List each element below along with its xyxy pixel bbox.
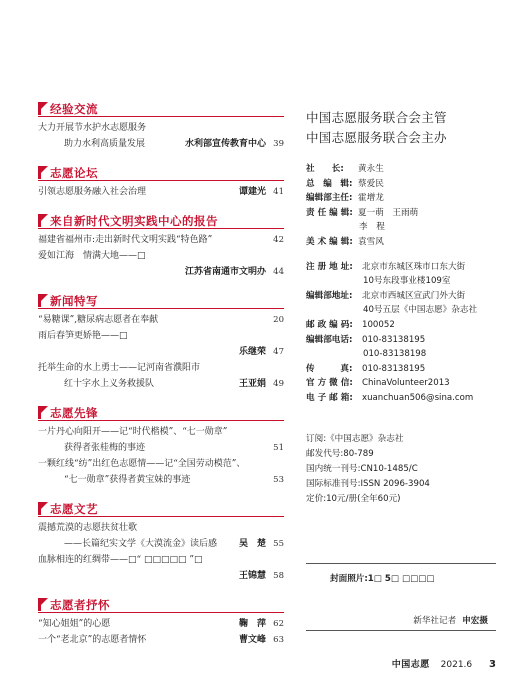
section-rule bbox=[38, 612, 284, 613]
entry-page: 41 bbox=[273, 187, 284, 197]
toc-entry[interactable] bbox=[38, 328, 284, 344]
section-header bbox=[38, 292, 284, 310]
entry-page: 42 bbox=[273, 235, 284, 245]
organizer-block bbox=[306, 108, 496, 148]
staff-value: 黄永生 bbox=[358, 164, 384, 174]
publication-info bbox=[306, 432, 496, 507]
info-row bbox=[306, 303, 496, 318]
staff-value: 夏一萌 王雨萌 bbox=[358, 207, 419, 218]
entry-title: 获得者张桂梅的事迹 bbox=[64, 443, 146, 453]
toc-entry[interactable] bbox=[38, 312, 284, 328]
entry-page: 63 bbox=[273, 635, 284, 645]
section-title: 志愿者抒怀 bbox=[50, 598, 110, 612]
info-value: 010-83138195 bbox=[362, 334, 426, 345]
info-value: ChinaVolunteer2013 bbox=[362, 378, 450, 389]
publication-line: 订阅:《中国志愿》杂志社 bbox=[306, 433, 404, 444]
staff-value: 霍增龙 bbox=[358, 193, 384, 204]
info-row bbox=[306, 318, 496, 333]
toc-entry[interactable] bbox=[38, 520, 284, 536]
staff-value: 袁雪风 bbox=[358, 236, 384, 247]
entry-title: 引领志愿服务融入社会治理 bbox=[38, 187, 147, 197]
issue-date: 2021.6 bbox=[440, 660, 473, 670]
toc-section bbox=[38, 164, 284, 200]
table-of-contents bbox=[38, 100, 284, 648]
section-flag-icon bbox=[41, 598, 48, 605]
entry-page: 39 bbox=[273, 139, 284, 149]
staff-label: 社 长: bbox=[306, 164, 344, 174]
entry-title: 雨后春笋更娇艳——□ bbox=[38, 331, 128, 341]
sponsor-line: 中国志愿服务联合会主办 bbox=[306, 130, 447, 145]
section-header bbox=[38, 500, 284, 518]
info-label: 编辑部地址: bbox=[306, 290, 353, 301]
publication-line: 国际标准刊号:ISSN 2096-3904 bbox=[306, 478, 430, 489]
entry-page: 51 bbox=[273, 443, 284, 453]
toc-entry[interactable] bbox=[38, 264, 284, 280]
staff-row bbox=[306, 162, 496, 177]
section-header bbox=[38, 164, 284, 182]
entry-title: 大力开展节水护水志愿服务 bbox=[38, 123, 147, 133]
entry-title: “知心姐姐”的心愿 bbox=[38, 619, 111, 629]
toc-entry[interactable] bbox=[38, 440, 284, 456]
cover-caption bbox=[306, 563, 496, 631]
toc-entry[interactable] bbox=[38, 568, 284, 584]
info-value: 10号东段事业楼109室 bbox=[363, 276, 451, 287]
info-value: xuanchuan506@sina.com bbox=[362, 392, 474, 403]
toc-entry[interactable] bbox=[38, 248, 284, 264]
section-flag-icon bbox=[41, 406, 48, 413]
entry-title: 托举生命的水上勇士——记河南省濮阳市 bbox=[38, 363, 201, 373]
info-label: 电 子 邮 箱: bbox=[306, 392, 353, 403]
entry-title: 震撼荒漠的志愿扶贫壮歌 bbox=[38, 523, 138, 533]
section-header bbox=[38, 404, 284, 422]
toc-entry[interactable] bbox=[38, 552, 284, 568]
entry-title: ——长篇纪实文学《大漠流金》读后感 bbox=[64, 539, 218, 549]
toc-section bbox=[38, 596, 284, 648]
staff-row bbox=[306, 177, 496, 192]
entry-author: 水利部宣传教育中心 bbox=[184, 139, 266, 149]
info-row bbox=[306, 362, 496, 377]
entry-title: 爱如江海 情满大地——□ bbox=[38, 251, 146, 261]
toc-section bbox=[38, 212, 284, 280]
toc-entry[interactable] bbox=[38, 456, 284, 472]
info-label: 注 册 地 址: bbox=[306, 261, 353, 272]
entry-page: 58 bbox=[273, 571, 284, 581]
staff-value: 蔡爱民 bbox=[358, 178, 384, 189]
info-row bbox=[306, 376, 496, 391]
section-header bbox=[38, 100, 284, 118]
info-row bbox=[306, 260, 496, 275]
entry-page: 20 bbox=[273, 315, 284, 325]
toc-entry[interactable] bbox=[38, 536, 284, 552]
toc-entry[interactable] bbox=[38, 360, 284, 376]
section-flag-icon bbox=[41, 502, 48, 509]
info-label: 官 方 微 信: bbox=[306, 378, 353, 389]
entry-author: 吴 楚 bbox=[238, 539, 266, 549]
entry-page: 55 bbox=[273, 539, 284, 549]
info-label: 传 真: bbox=[306, 363, 353, 374]
toc-entry[interactable] bbox=[38, 632, 284, 648]
info-row bbox=[306, 391, 496, 406]
section-rule bbox=[38, 180, 284, 181]
staff-value: 李 程 bbox=[359, 222, 385, 233]
section-rule bbox=[38, 420, 284, 421]
toc-entry[interactable] bbox=[38, 232, 284, 248]
info-row bbox=[306, 347, 496, 362]
cover-credit bbox=[413, 614, 488, 626]
entry-author: 鞠 萍 bbox=[238, 619, 266, 629]
info-value: 010-83138195 bbox=[362, 363, 426, 374]
info-value: 北京市东城区珠市口东大街 bbox=[362, 261, 466, 272]
entry-page: 44 bbox=[273, 267, 284, 277]
info-row bbox=[306, 333, 496, 348]
entry-page: 49 bbox=[273, 379, 284, 389]
entry-title: “易糖课”,糖尿病志愿者在奉献 bbox=[38, 315, 159, 325]
entry-title: 福建省福州市:走出新时代文明实践“特色路” bbox=[38, 235, 213, 245]
toc-entry[interactable] bbox=[38, 344, 284, 360]
entry-page: 62 bbox=[273, 619, 284, 629]
photographer: 申宏摄 bbox=[462, 616, 488, 626]
info-value: 100052 bbox=[362, 319, 395, 330]
section-header bbox=[38, 596, 284, 614]
entry-title: 血脉相连的红绸带——□“ □□□□□ ”□ bbox=[38, 555, 203, 565]
toc-entry[interactable] bbox=[38, 616, 284, 632]
entry-author: 王亚娟 bbox=[238, 379, 266, 389]
staff-label: 编辑部主任: bbox=[306, 193, 353, 204]
toc-entry[interactable] bbox=[38, 184, 284, 200]
entry-title: “七一勋章”获得者黄宝妹的事迹 bbox=[64, 475, 191, 485]
section-rule bbox=[38, 228, 284, 229]
entry-page: 47 bbox=[273, 347, 284, 357]
info-label: 编辑部电话: bbox=[306, 334, 353, 345]
toc-section bbox=[38, 100, 284, 152]
entry-author: 江苏省南通市文明办 bbox=[184, 267, 266, 277]
toc-section bbox=[38, 292, 284, 392]
section-title: 志愿文艺 bbox=[50, 502, 98, 516]
section-title: 志愿先锋 bbox=[50, 406, 98, 420]
section-header bbox=[38, 212, 284, 230]
section-flag-icon bbox=[41, 214, 48, 221]
staff-row bbox=[306, 220, 496, 235]
section-rule bbox=[38, 308, 284, 309]
contact-info bbox=[306, 260, 496, 406]
section-rule bbox=[38, 516, 284, 517]
supervisor-line: 中国志愿服务联合会主管 bbox=[306, 110, 447, 125]
section-flag-icon bbox=[41, 102, 48, 109]
staff-row bbox=[306, 191, 496, 206]
entry-page: 53 bbox=[273, 475, 284, 485]
staff-label: 责 任 编 辑: bbox=[306, 207, 353, 218]
toc-entry[interactable] bbox=[38, 120, 284, 136]
cover-photo-label: 封面照片:1□ 5□ □□□□ bbox=[330, 574, 435, 584]
entry-author: 乐继荣 bbox=[238, 347, 266, 357]
entry-title: 红十字水上义务救援队 bbox=[64, 379, 155, 389]
staff-row bbox=[306, 235, 496, 250]
info-value: 010-83138198 bbox=[363, 349, 427, 360]
staff-label: 总 编 辑: bbox=[306, 178, 353, 189]
page-footer bbox=[392, 657, 496, 670]
section-title: 来自新时代文明实践中心的报告 bbox=[50, 214, 218, 228]
page-number: 3 bbox=[489, 659, 496, 670]
publication-line: 定价:10元/册(全年60元) bbox=[306, 493, 401, 504]
entry-author: 谭建光 bbox=[238, 187, 266, 197]
info-row bbox=[306, 274, 496, 289]
staff-list bbox=[306, 162, 496, 250]
credit-agency: 新华社记者 bbox=[413, 616, 457, 626]
staff-label: 美 术 编 辑: bbox=[306, 236, 353, 247]
section-title: 新闻特写 bbox=[50, 294, 98, 308]
masthead bbox=[306, 108, 496, 507]
info-value: 北京市西城区宣武门外大街 bbox=[362, 290, 466, 301]
toc-entry[interactable] bbox=[38, 424, 284, 440]
section-rule bbox=[38, 116, 284, 117]
publication-line: 国内统一刊号:CN10-1485/C bbox=[306, 463, 418, 474]
entry-title: 一个“老北京”的志愿者情怀 bbox=[38, 635, 147, 645]
entry-title: 一颗红线“纺”出红色志愿情——记“全国劳动模范”、 bbox=[38, 459, 246, 469]
entry-title: 一片丹心向阳开——记“时代楷模”、“七一勋章” bbox=[38, 427, 228, 437]
section-title: 志愿论坛 bbox=[50, 166, 98, 180]
toc-section bbox=[38, 404, 284, 488]
entry-title: 助力水利高质量发展 bbox=[64, 139, 146, 149]
info-row bbox=[306, 289, 496, 304]
section-title: 经验交流 bbox=[50, 102, 98, 116]
info-label: 邮 政 编 码: bbox=[306, 319, 353, 330]
toc-entry[interactable] bbox=[38, 136, 284, 152]
section-flag-icon bbox=[41, 294, 48, 301]
info-value: 40号五层《中国志愿》杂志社 bbox=[363, 305, 478, 316]
entry-author: 王锦慧 bbox=[238, 571, 266, 581]
toc-section bbox=[38, 500, 284, 584]
staff-row bbox=[306, 206, 496, 221]
toc-entry[interactable] bbox=[38, 472, 284, 488]
magazine-name: 中国志愿 bbox=[391, 660, 430, 670]
toc-entry[interactable] bbox=[38, 376, 284, 392]
section-flag-icon bbox=[41, 166, 48, 173]
publication-line: 邮发代号:80-789 bbox=[306, 448, 374, 459]
entry-author: 曹文峰 bbox=[238, 635, 266, 645]
